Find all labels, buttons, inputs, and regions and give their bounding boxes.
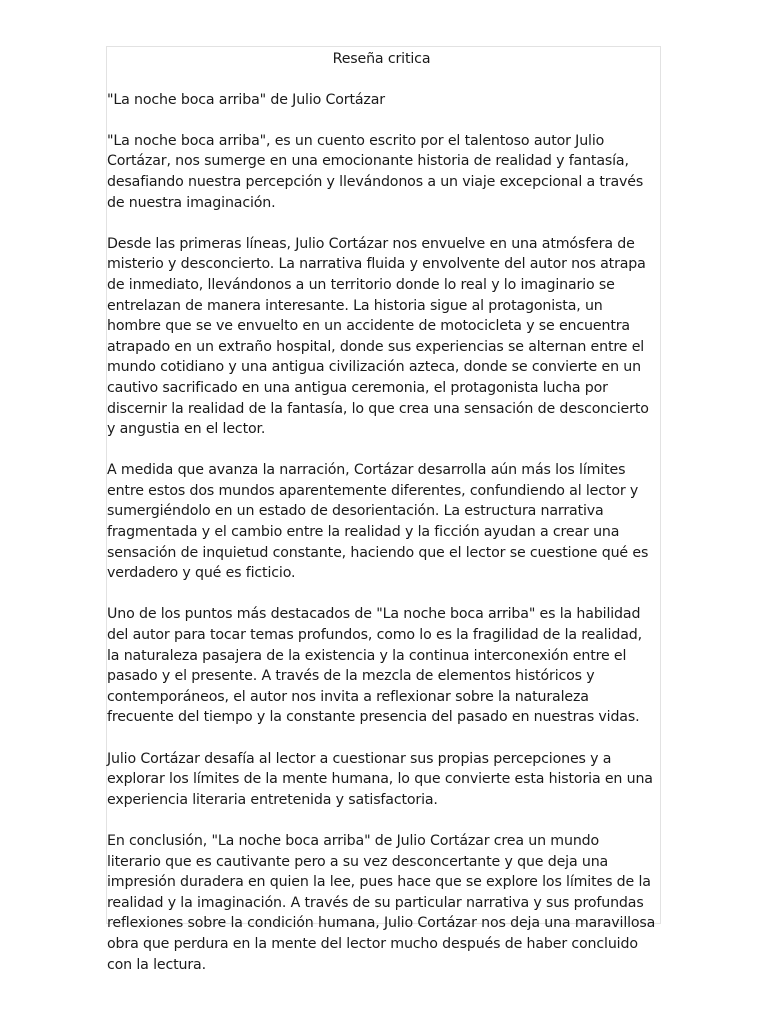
- paragraph-intro: "La noche boca arriba", es un cuento escrito por el talentoso autor Julio Cortázar, nos sumerge en una emocionante historia de realidad y fantasía, desafiando nuestra percepción y llevándonos a un viaje excepcional a través de nuestra imaginación.: [107, 132, 644, 211]
- review-subtitle: "La noche boca arriba" de Julio Cortázar: [107, 91, 385, 108]
- paragraph-atmosphere: Desde las primeras líneas, Julio Cortázar nos envuelve en una atmósfera de misterio y desconcierto. La narrativa fluida y envolvente del autor nos atrapa de inmediato, llevándonos a un territorio donde lo real y lo imaginario se entrelazan de manera interesante. La historia sigue al protagonista, un hombre que se ve envuelto en un accidente de motocicleta y se encuentra atrapado en un extraño hospital, donde sus experiencias se alternan entre el mundo cotidiano y una antigua civilización azteca, donde se convierte en un cautivo sacrificado en una antigua ceremonia, el protagonista lucha por discernir la realidad de la fantasía, lo que crea una sensación de desconcierto y angustia en el lector.: [107, 235, 649, 438]
- paragraph-themes: Uno de los puntos más destacados de "La noche boca arriba" es la habilidad del autor para tocar temas profundos, como lo es la fragilidad de la realidad, la naturaleza pasajera de la existencia y la continua interconexión entre el pasado y el presente. A través de la mezcla de elementos históricos y contemporáneos, el autor nos invita a reflexionar sobre la naturaleza frecuente del tiempo y la constante presencia del pasado en nuestras vidas.: [107, 606, 642, 726]
- document-page: [106, 46, 661, 973]
- paragraph-conclusion: En conclusión, "La noche boca arriba" de Julio Cortázar crea un mundo literario que es cautivante pero a su vez desconcertante y que deja una impresión duradera en quien la lee, pues hace que se explore los límites de la realidad y la imaginación. A través de su particular narrativa y sus profundas reflexiones sobre la condición humana, Julio Cortázar nos deja una maravillosa obra que perdura en la mente del lector mucho después de haber concluido con la lectura.: [107, 832, 656, 973]
- document-title: Reseña critica: [332, 51, 431, 67]
- paragraph-challenge: Julio Cortázar desafía al lector a cuestionar sus propias percepciones y a explorar los límites de la mente humana, lo que convierte esta historia en una experiencia literaria entretenida y satisfactoria.: [107, 750, 653, 808]
- paragraph-narration: A medida que avanza la narración, Cortázar desarrolla aún más los límites entre estos dos mundos aparentemente diferentes, confundiendo al lector y sumergiéndolo en un estado de desorientación. La estructura narrativa fragmentada y el cambio entre la realidad y la ficción ayudan a crear una sensación de inquietud constante, haciendo que el lector se cuestione qué es verdadero y qué es ficticio.: [107, 462, 649, 582]
- document-body: [107, 47, 656, 975]
